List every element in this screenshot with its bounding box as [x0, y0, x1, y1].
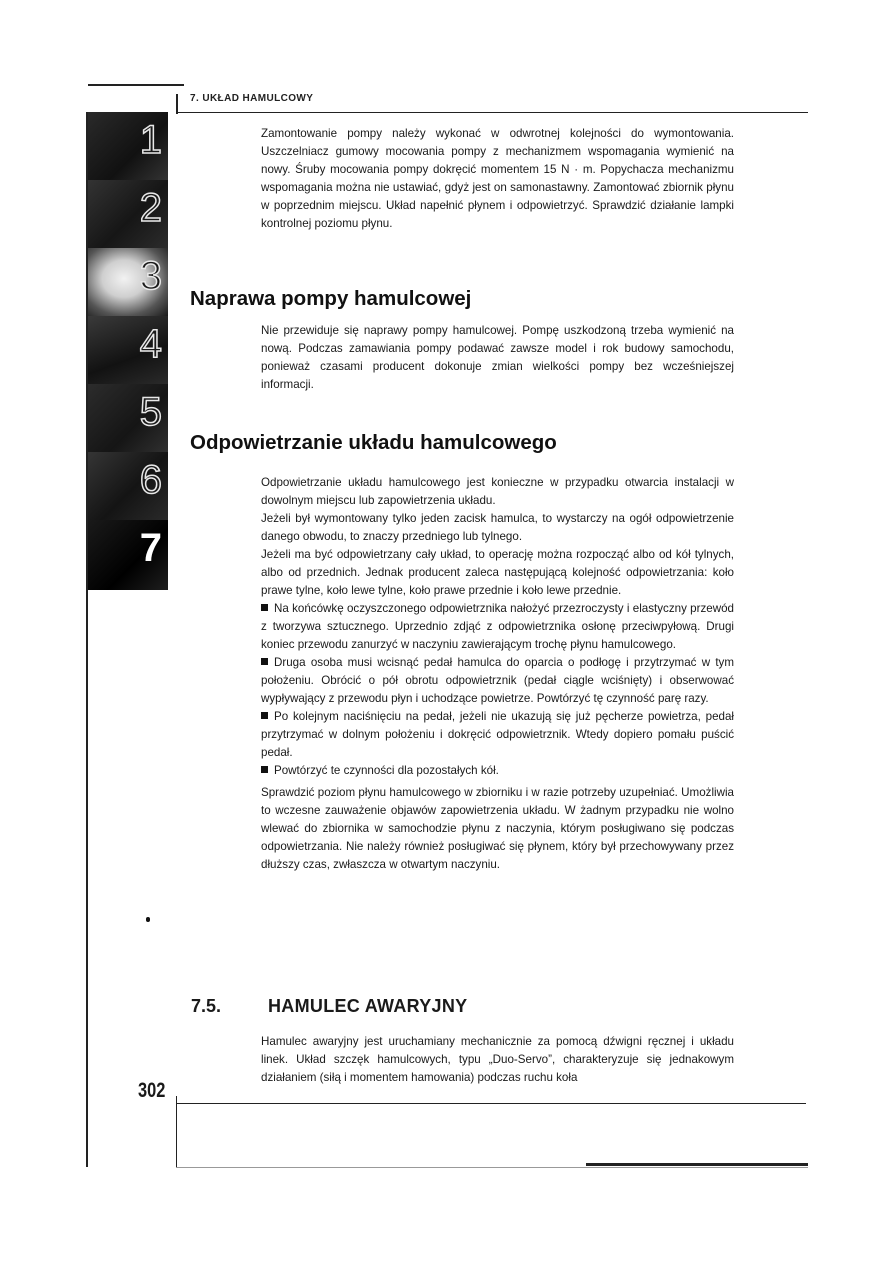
bleeding-bullet — [261, 762, 734, 780]
bleeding-p2: Jeżeli był wymontowany tylko jeden zacisk hamulca, to wystarczy na ogół odpowietrzenie danego obwodu, to znaczy przedniego lub tylnego. — [261, 512, 734, 543]
repair-heading: Naprawa pompy hamulcowej — [190, 287, 472, 310]
repair-text: Nie przewiduje się naprawy pompy hamulcowej. Pompę uszkodzoną trzeba wymienić na nową. Podczas zamawiania pompy podawać zawsze model i rok budowy samochodu, ponieważ czasami producent dokonuje zmian wielkości pompy bez wcześniejszej informacji. — [261, 324, 734, 391]
intro-text: Zamontowanie pompy należy wykonać w odwrotnej kolejności do wymontowania. Uszczelniacz gumowy mocowania pompy z mechanizmem wspomagania wymienić na nowy. Śruby mocowania pompy dokręcić momentem 15 N · m. Popychacza mechanizmu wspomagania można nie ustawiać, gdyż jest on samonastawny. Zamontować zbiornik płynu w poprzednim miejscu. Układ napełnić płynem i odpowietrzyć. Sprawdzić działanie lampki kontrolnej poziomu płynu. — [261, 127, 734, 230]
chapter-tab-label: 5 — [139, 390, 162, 434]
bullet-square-icon — [261, 766, 268, 773]
chapter-tab-label: 3 — [139, 254, 162, 298]
content-vertical-line — [176, 1096, 177, 1168]
header-rule-vertical — [176, 94, 178, 114]
chapter-tab-2[interactable] — [88, 180, 168, 248]
header-rule-bottom — [176, 112, 808, 113]
bullet-text: Na końcówkę oczyszczonego odpowietrznika nałożyć przezroczysty i elastyczny przewód z tworzywa sztucznego. Uprzednio zdjąć z odpowietrznika osłonę przeciwpyłową. Drugi koniec przewodu zanurzyć w naczyniu zawierającym trochę płynu hamulcowego. — [261, 602, 734, 651]
bullet-square-icon — [261, 604, 268, 611]
emergency-text: Hamulec awaryjny jest uruchamiany mechanicznie za pomocą dźwigni ręcznej i układu linek. Układ szczęk hamulcowych, typu „Duo-Servo”, charakteryzuje się jednakowym działaniem (siłą i momentem hamowania) podczas ruchu koła — [261, 1035, 734, 1084]
bullet-text: Powtórzyć te czynności dla pozostałych kół. — [274, 764, 499, 777]
bullet-text: Po kolejnym naciśnięciu na pedał, jeżeli nie ukazują się już pęcherze powietrza, pedał przytrzymać w dolnym położeniu i dokręcić odpowietrznik. Wtedy dopiero pomału puścić pedał. — [261, 710, 734, 759]
chapter-tabs — [88, 112, 168, 590]
margin-dot — [146, 917, 150, 922]
bullet-text: Druga osoba musi wcisnąć pedał hamulca do oparcia o podłogę i przytrzymać w tym położeniu. Obrócić o pół obrotu odpowietrznik (pedał ciągle wciśnięty) i obserwować wypływający z przewodu płyn i uchodzące powietrze. Powtórzyć tę czynność parę razy. — [261, 656, 734, 705]
bullet-square-icon — [261, 658, 268, 665]
bleeding-bullet — [261, 654, 734, 708]
chapter-tab-5[interactable] — [88, 384, 168, 452]
chapter-tab-label: 7 — [139, 526, 162, 570]
chapter-tab-7[interactable] — [88, 520, 168, 590]
bullet-square-icon — [261, 712, 268, 719]
intro-paragraph — [261, 125, 734, 233]
chapter-tab-label: 2 — [139, 186, 162, 230]
footer-rule — [176, 1103, 806, 1104]
bleeding-bullet — [261, 708, 734, 762]
chapter-tab-4[interactable] — [88, 316, 168, 384]
chapter-tab-3[interactable] — [88, 248, 168, 316]
header-rule-top — [88, 84, 184, 86]
chapter-tab-label: 6 — [139, 458, 162, 502]
running-header-title: 7. UKŁAD HAMULCOWY — [190, 93, 314, 104]
section-title: HAMULEC AWARYJNY — [268, 996, 468, 1016]
bleeding-heading: Odpowietrzanie układu hamulcowego — [190, 431, 557, 454]
chapter-tab-1[interactable] — [88, 112, 168, 180]
repair-paragraph — [261, 322, 734, 394]
chapter-tab-6[interactable] — [88, 452, 168, 520]
chapter-tab-label: 4 — [139, 322, 162, 366]
bleeding-p1: Odpowietrzanie układu hamulcowego jest konieczne w przypadku otwarcia instalacji w dowolnym miejscu lub zapowietrzenia układu. — [261, 476, 734, 507]
bleeding-bullet — [261, 600, 734, 654]
bottom-rule-thin — [176, 1167, 808, 1168]
section-number: 7.5. — [191, 996, 222, 1016]
bleeding-p3: Jeżeli ma być odpowietrzany cały układ, to operację można rozpocząć albo od kół tylnych, albo od przednich. Jednak producent zaleca następującą kolejność odpowietrzania: koło prawe tylne, koło lewe tylne, koło prawe przednie i koło lewe przednie. — [261, 548, 734, 597]
bottom-rule-thick — [586, 1163, 808, 1166]
emergency-paragraph — [261, 1033, 734, 1087]
bleeding-body — [261, 474, 734, 874]
bleeding-p4: Sprawdzić poziom płynu hamulcowego w zbiorniku i w razie potrzeby uzupełniać. Umożliwia to wczesne zauważenie objawów zapowietrzenia układu. W żadnym przypadku nie wolno wlewać do zbiornika w samochodzie płynu z naczynia, którym posługiwano się podczas odpowietrzania. Nie należy również posługiwać się płynem, który był przechowywany przez dłuższy czas, zwłaszcza w otwartym naczyniu. — [261, 786, 734, 871]
page-number: 302 — [138, 1079, 166, 1102]
chapter-tab-label: 1 — [139, 118, 162, 162]
